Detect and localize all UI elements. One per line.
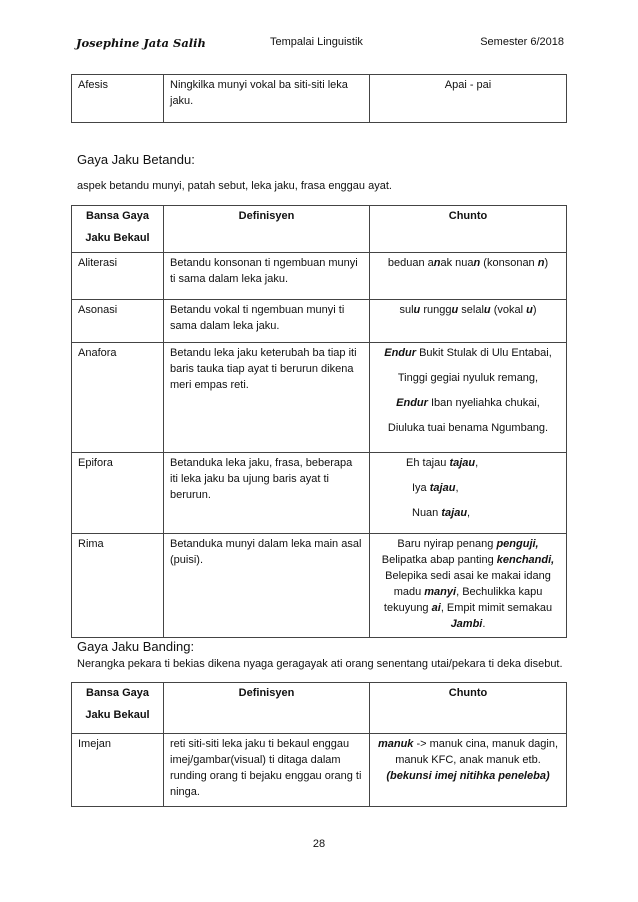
table-row (72, 534, 567, 638)
definition-cell: reti siti-siti leka jaku ti bekaul enggau imej/gambar(visual) ti ditaga dalam runding orang ti bejaku enggau orang ti ninga. (164, 734, 370, 807)
section-description: aspek betandu munyi, patah sebut, leka jaku, frasa enggau ayat. (77, 180, 392, 192)
table-row (72, 253, 567, 300)
column-header-definition: Definisyen (164, 683, 370, 734)
term-cell: Epifora (72, 453, 164, 534)
example-cell: Eh tajau tajau, Iya tajau, Nuan tajau, (370, 453, 567, 534)
header-author: Josephine Jata Salih (76, 36, 206, 50)
term-cell: Anafora (72, 343, 164, 453)
table-row (72, 453, 567, 534)
term-cell: Rima (72, 534, 164, 638)
term-cell: Afesis (72, 75, 164, 123)
definition-cell: Betandu vokal ti ngembuan munyi ti sama dalam leka jaku. (164, 300, 370, 343)
table-row (72, 300, 567, 343)
column-header-definition: Definisyen (164, 206, 370, 253)
header-semester: Semester 6/2018 (480, 36, 564, 48)
definition-cell: Betanduka munyi dalam leka main asal (puisi). (164, 534, 370, 638)
styles-table-banding (71, 682, 567, 807)
column-header-term: Bansa Gaya Jaku Bekaul (72, 683, 164, 734)
term-cell: Aliterasi (72, 253, 164, 300)
definition-cell: Betandu konsonan ti ngembuan munyi ti sama dalam leka jaku. (164, 253, 370, 300)
column-header-example: Chunto (370, 206, 567, 253)
example-cell: Endur Bukit Stulak di Ulu Entabai, Tinggi gegiai nyuluk remang, Endur Iban nyeliahka chukai, Diuluka tuai benama Ngumbang. (370, 343, 567, 453)
section-title: Gaya Jaku Banding: (77, 639, 195, 654)
example-cell: manuk -> manuk cina, manuk dagin, manuk KFC, anak manuk etb. (bekunsi imej nitihka peneleba) (370, 734, 567, 807)
table-row (72, 734, 567, 807)
example-cell: Baru nyirap penang penguji, Belipatka abap panting kenchandi, Belepika sedi asai ke makai idang madu manyi, Bechulikka kapu tekuyung ai, Empit mimit semakau Jambi. (370, 534, 567, 638)
table-header-row (72, 683, 567, 734)
table-row (72, 343, 567, 453)
example-cell: beduan anak nuan (konsonan n) (370, 253, 567, 300)
column-header-term: Bansa Gaya Jaku Bekaul (72, 206, 164, 253)
definition-cell: Ningkilka munyi vokal ba siti-siti leka jaku. (164, 75, 370, 123)
example-cell: Apai - pai (370, 75, 567, 123)
example-cell: sulu runggu selalu (vokal u) (370, 300, 567, 343)
header-title: Tempalai Linguistik (270, 36, 363, 48)
definition-cell: Betanduka leka jaku, frasa, beberapa iti leka jaku ba ujung baris ayat ti berurun. (164, 453, 370, 534)
definition-cell: Betandu leka jaku keterubah ba tiap iti baris tauka tiap ayat ti berurun dikena meri empas reti. (164, 343, 370, 453)
page-number: 28 (312, 838, 326, 850)
term-cell: Imejan (72, 734, 164, 807)
styles-table-betandu (71, 205, 567, 638)
section-title: Gaya Jaku Betandu: (77, 152, 195, 167)
term-cell: Asonasi (72, 300, 164, 343)
table-header-row (72, 206, 567, 253)
section-description: Nerangka pekara ti bekias dikena nyaga geragayak ati orang senentang utai/pekara ti deka disebut. (77, 658, 563, 670)
top-table (71, 74, 567, 123)
column-header-example: Chunto (370, 683, 567, 734)
table-row (72, 75, 567, 123)
